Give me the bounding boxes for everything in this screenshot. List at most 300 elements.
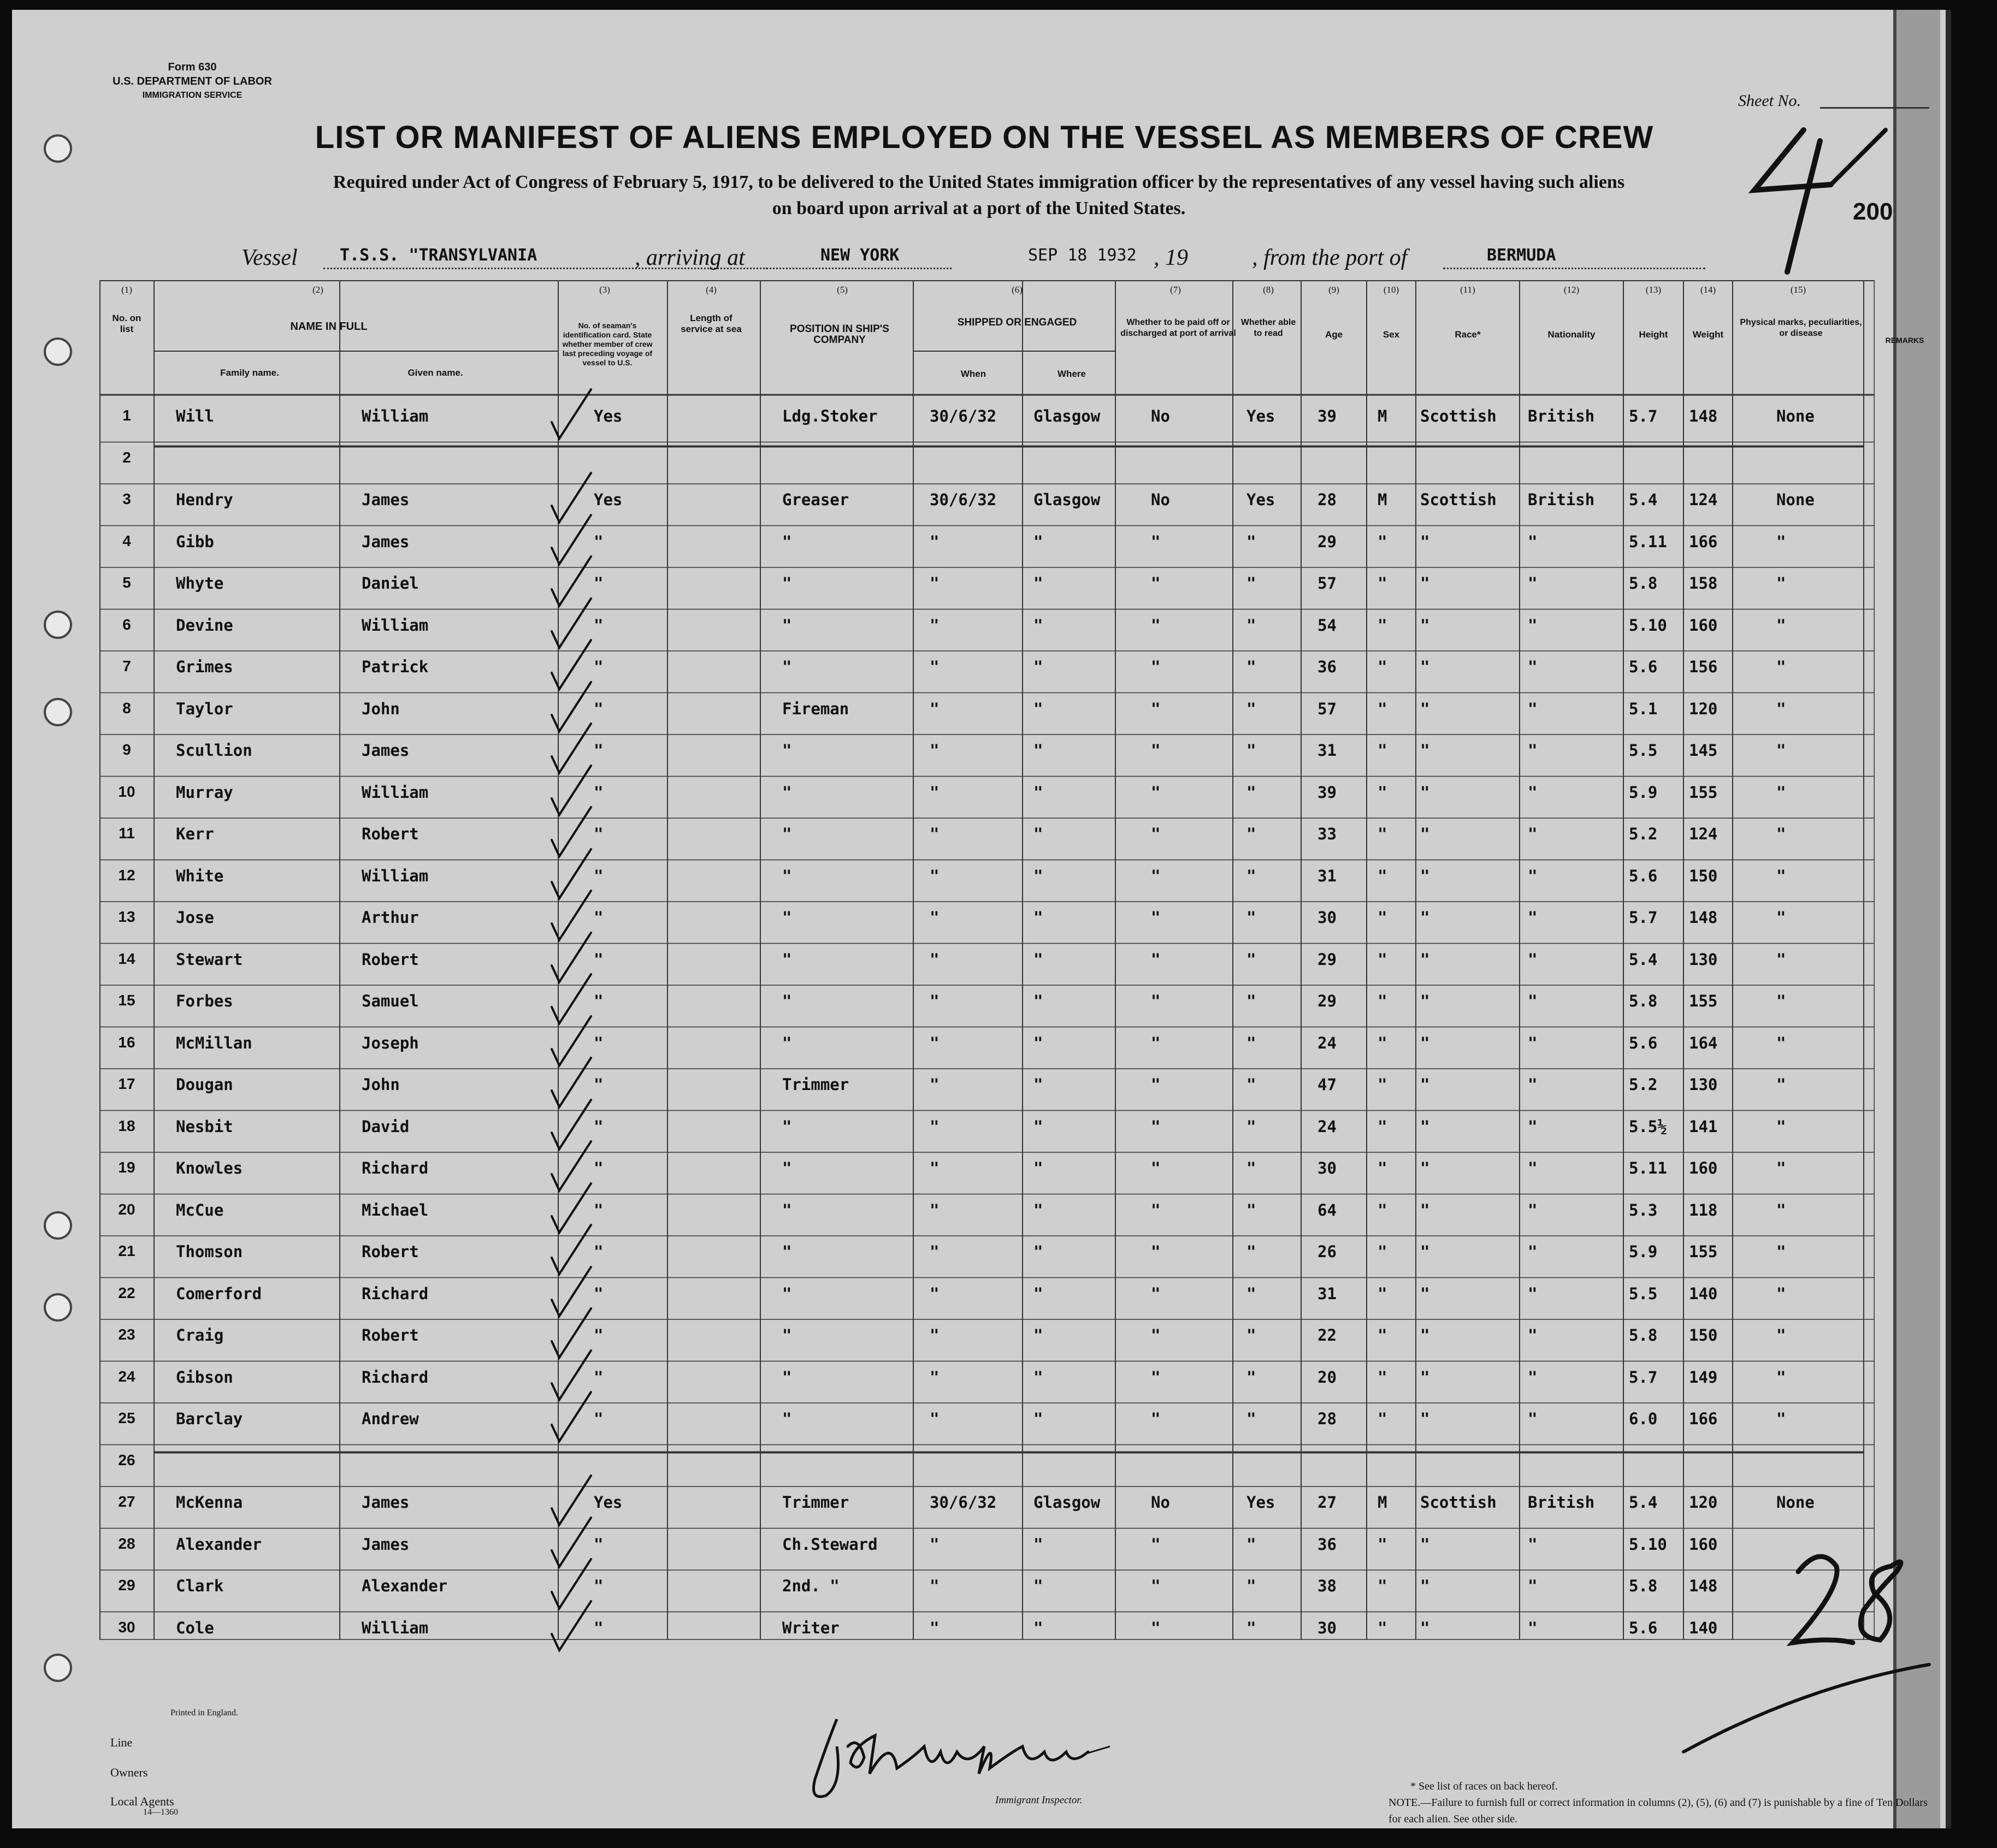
from-port-field [1443, 268, 1705, 269]
cell-weight: 148 [1689, 1577, 1718, 1595]
col-number: (11) [1460, 285, 1475, 295]
race-note: * See list of races on back hereof. [1410, 1780, 1558, 1792]
cell-card: " [594, 1326, 604, 1344]
cell-sex: " [1378, 950, 1387, 969]
cell-marks: " [1776, 615, 1786, 635]
cell-race: " [1420, 615, 1430, 635]
cell-sex: M [1378, 407, 1387, 425]
row-number: 21 [118, 1242, 135, 1259]
line-label: Line [110, 1736, 133, 1749]
cell-marks: " [1776, 532, 1786, 551]
cell-read: " [1246, 532, 1256, 551]
cell-card: " [594, 615, 604, 635]
cell-age: 39 [1317, 783, 1337, 802]
cell-height: 5.6 [1629, 658, 1658, 676]
cell-family: Nesbit [176, 1117, 233, 1136]
cell-paid: " [1151, 1367, 1161, 1387]
cell-sex: " [1378, 741, 1387, 760]
cell-given: Daniel [362, 574, 419, 593]
page-number: 200 [1853, 198, 1893, 225]
cell-card: " [594, 992, 604, 1010]
cell-race: " [1420, 950, 1430, 969]
col-header-race: Race* [1455, 329, 1481, 340]
col-header-height: Height [1639, 329, 1668, 340]
cell-family: Thomson [176, 1242, 243, 1261]
cell-position: " [782, 574, 792, 593]
cell-nat: " [1528, 783, 1538, 802]
cell-height: 5.10 [1629, 1535, 1667, 1554]
cell-paid: " [1151, 1409, 1161, 1428]
subtitle-line: Required under Act of Congress of February 5, 1917, to be delivered to the United States immigration officer by the representatives of any vessel having such aliens [333, 172, 1625, 192]
cell-race: " [1420, 1033, 1430, 1052]
col-number: (9) [1328, 285, 1339, 295]
cell-weight: 166 [1689, 532, 1718, 551]
cell-height: 5.7 [1629, 908, 1658, 927]
cell-read: " [1246, 825, 1256, 843]
cell-race: " [1420, 699, 1430, 718]
cell-nat: " [1528, 1284, 1538, 1303]
cell-when: " [930, 532, 940, 551]
cell-weight: 160 [1689, 615, 1718, 635]
cell-race: " [1420, 1242, 1430, 1261]
cell-nat: " [1528, 950, 1538, 969]
cell-marks: " [1776, 658, 1786, 676]
cell-read: " [1246, 866, 1256, 885]
cell-age: 22 [1317, 1326, 1337, 1344]
cell-marks: " [1776, 1284, 1786, 1303]
cell-weight: 124 [1689, 490, 1718, 509]
cell-family: Scullion [176, 741, 252, 760]
cell-given: Robert [362, 950, 419, 969]
cell-weight: 164 [1689, 1033, 1718, 1052]
cell-marks: None [1776, 490, 1815, 509]
cell-when: " [930, 1242, 940, 1261]
row-number: 29 [118, 1577, 135, 1594]
cell-weight: 148 [1689, 407, 1718, 425]
cell-given: James [362, 741, 410, 760]
cell-when: 30/6/32 [930, 407, 997, 425]
cell-family: Comerford [176, 1284, 262, 1303]
port-field [766, 268, 952, 269]
manifest-sheet [12, 10, 1951, 1828]
cell-weight: 130 [1689, 1075, 1718, 1094]
cell-nat: British [1528, 1493, 1595, 1512]
cell-read: " [1246, 658, 1256, 676]
cell-where: " [1033, 1033, 1043, 1052]
row-number: 27 [118, 1493, 135, 1510]
cell-height: 5.3 [1629, 1200, 1658, 1219]
cell-family: Forbes [176, 992, 233, 1010]
cell-marks: " [1776, 574, 1786, 593]
department: U.S. DEPARTMENT OF LABOR [113, 75, 272, 87]
cell-family: Hendry [176, 490, 233, 509]
col-header-no: No. on list [112, 313, 141, 334]
cell-given: Robert [362, 1242, 419, 1261]
check-mark-icon [547, 1387, 596, 1447]
cell-paid: " [1151, 1075, 1161, 1094]
cell-height: 5.9 [1629, 1242, 1658, 1261]
cell-sex: " [1378, 825, 1387, 843]
cell-card: " [594, 783, 604, 802]
cell-nat: " [1528, 992, 1538, 1010]
row-number: 11 [119, 825, 135, 842]
cell-weight: 155 [1689, 783, 1718, 802]
cell-read: " [1246, 783, 1256, 802]
cell-paid: " [1151, 908, 1161, 927]
inspector-signature [804, 1714, 1143, 1806]
row-number: 5 [122, 574, 131, 591]
cell-age: 28 [1317, 490, 1337, 509]
cell-paid: " [1151, 1159, 1161, 1177]
col-header-card: No. of seaman's identification card. State whether member of crew last preceding voyage of vessel to U.S. [562, 321, 653, 367]
cell-where: Glasgow [1033, 407, 1101, 425]
cell-given: Joseph [362, 1033, 419, 1052]
cell-sex: " [1378, 1242, 1387, 1261]
cell-age: 29 [1317, 992, 1337, 1010]
cell-age: 57 [1317, 574, 1337, 593]
cell-paid: " [1151, 992, 1161, 1010]
cell-sex: " [1378, 1075, 1387, 1094]
cell-read: " [1246, 1535, 1256, 1554]
row-number: 14 [118, 950, 135, 967]
cell-position: " [782, 1117, 792, 1136]
cell-weight: 155 [1689, 992, 1718, 1010]
row-number: 28 [118, 1535, 135, 1552]
cell-height: 5.9 [1629, 783, 1658, 802]
cell-race: " [1420, 1117, 1430, 1136]
cell-sex: " [1378, 1033, 1387, 1052]
cell-weight: 158 [1689, 574, 1718, 593]
cell-sex: " [1378, 866, 1387, 885]
col-header-nationality: Nationality [1547, 329, 1596, 340]
check-mark-icon [547, 384, 596, 444]
cell-when: " [930, 1367, 940, 1387]
cell-position: " [782, 950, 792, 969]
cell-position: " [782, 783, 792, 802]
cell-paid: " [1151, 1242, 1161, 1261]
cell-weight: 160 [1689, 1535, 1718, 1554]
cell-where: Glasgow [1033, 490, 1101, 509]
cell-weight: 160 [1689, 1159, 1718, 1177]
cell-nat: " [1528, 866, 1538, 885]
cell-nat: British [1528, 490, 1595, 509]
cell-age: 64 [1317, 1200, 1337, 1219]
cell-marks: " [1776, 950, 1786, 969]
cell-family: Taylor [176, 699, 233, 718]
cell-age: 24 [1317, 1117, 1337, 1136]
cell-family: Cole [176, 1618, 214, 1637]
vessel-name: T.S.S. "TRANSYLVANIA [340, 246, 537, 265]
cell-card: " [594, 1159, 604, 1177]
cell-height: 5.4 [1629, 490, 1658, 509]
cell-age: 57 [1317, 699, 1337, 718]
cell-position: 2nd. " [782, 1577, 840, 1595]
cell-paid: " [1151, 1326, 1161, 1344]
cell-marks: " [1776, 783, 1786, 802]
cell-family: Jose [176, 908, 214, 927]
cell-where: " [1033, 1577, 1043, 1595]
cell-height: 5.5 [1629, 741, 1658, 760]
cell-nat: " [1528, 1117, 1538, 1136]
cell-weight: 145 [1689, 741, 1718, 760]
cell-nat: " [1528, 699, 1538, 718]
col-number: (2) [312, 285, 323, 295]
cell-where: " [1033, 992, 1043, 1010]
cell-height: 5.8 [1629, 574, 1658, 593]
col-number: (14) [1700, 285, 1716, 295]
cell-read: " [1246, 1326, 1256, 1344]
cell-nat: " [1528, 532, 1538, 551]
cell-race: " [1420, 992, 1430, 1010]
cell-card: " [594, 1535, 604, 1554]
cell-read: " [1246, 1284, 1256, 1303]
cell-where: " [1033, 908, 1043, 927]
cell-position: " [782, 1200, 792, 1219]
cell-paid: " [1151, 532, 1161, 551]
col-header-paid: Whether to be paid off or discharged at port of arrival [1120, 318, 1236, 338]
cell-family: Stewart [176, 950, 243, 969]
cell-family: Dougan [176, 1075, 233, 1094]
cell-paid: " [1151, 1577, 1161, 1595]
cell-sex: " [1378, 1577, 1387, 1595]
cell-family: White [176, 866, 224, 885]
col-number: (6) [1012, 285, 1023, 295]
cell-card: " [594, 532, 604, 551]
binder-hole [44, 611, 72, 639]
cell-when: " [930, 825, 940, 843]
cell-sex: " [1378, 1535, 1387, 1554]
cell-nat: " [1528, 1075, 1538, 1094]
cell-where: " [1033, 1326, 1043, 1344]
handwritten-total [1782, 1533, 1924, 1659]
cell-position: " [782, 908, 792, 927]
cell-when: " [930, 1409, 940, 1428]
cell-nat: " [1528, 1033, 1538, 1052]
col-header-age: Age [1325, 329, 1343, 340]
cell-read: " [1246, 1242, 1256, 1261]
cell-marks: " [1776, 1409, 1786, 1428]
col-header-name: NAME IN FULL [290, 321, 368, 333]
cell-height: 5.7 [1629, 407, 1658, 425]
cell-age: 39 [1317, 407, 1337, 425]
row-number: 15 [118, 992, 135, 1009]
cell-age: 36 [1317, 658, 1337, 676]
cell-height: 5.6 [1629, 1033, 1658, 1052]
cell-when: " [930, 1284, 940, 1303]
cell-given: Samuel [362, 992, 419, 1010]
col-header-shipped: SHIPPED OR ENGAGED [957, 317, 1077, 328]
cell-race: Scottish [1420, 407, 1497, 425]
cell-height: 5.11 [1629, 1159, 1667, 1177]
col-header-when: When [960, 369, 986, 379]
cell-race: " [1420, 908, 1430, 927]
cell-sex: " [1378, 532, 1387, 551]
cell-read: " [1246, 1117, 1256, 1136]
cell-sex: " [1378, 574, 1387, 593]
cell-marks: " [1776, 1367, 1786, 1387]
cell-age: 31 [1317, 1284, 1337, 1303]
cell-height: 5.2 [1629, 825, 1658, 843]
cell-weight: 130 [1689, 950, 1718, 969]
row-number: 10 [118, 783, 135, 800]
cell-position: " [782, 1159, 792, 1177]
cell-race: " [1420, 866, 1430, 885]
cell-marks: " [1776, 992, 1786, 1010]
cell-race: " [1420, 741, 1430, 760]
cell-when: " [930, 1075, 940, 1094]
cell-when: " [930, 615, 940, 635]
cell-family: Clark [176, 1577, 224, 1595]
cell-weight: 155 [1689, 1242, 1718, 1261]
penalty-note: NOTE.—Failure to furnish full or correct information in columns (2), (5), (6) and (7) is punishable by a fine of Ten Dollars for each alien. See other side. [1389, 1797, 1928, 1825]
cell-age: 29 [1317, 532, 1337, 551]
cell-card: " [594, 1075, 604, 1094]
cell-when: " [930, 1326, 940, 1344]
cell-given: William [362, 1618, 429, 1637]
cell-nat: " [1528, 741, 1538, 760]
cell-weight: 166 [1689, 1409, 1718, 1428]
cell-when: 30/6/32 [930, 1493, 997, 1512]
cell-paid: " [1151, 741, 1161, 760]
cell-age: 38 [1317, 1577, 1337, 1595]
cell-where: " [1033, 1117, 1043, 1136]
cell-paid: " [1151, 866, 1161, 885]
cell-age: 27 [1317, 1493, 1337, 1512]
cell-sex: " [1378, 1618, 1387, 1637]
cell-when: " [930, 574, 940, 593]
col-header-position: POSITION IN SHIP'S COMPANY [790, 323, 889, 346]
cell-family: Grimes [176, 658, 233, 676]
cell-card: Yes [594, 407, 623, 425]
row-number: 6 [122, 615, 131, 633]
cell-read: " [1246, 1367, 1256, 1387]
sheet-number-label: Sheet No. [1738, 92, 1801, 110]
col-number: (5) [837, 285, 848, 295]
cell-paid: " [1151, 950, 1161, 969]
cell-nat: " [1528, 1618, 1538, 1637]
cell-race: " [1420, 1326, 1430, 1344]
cell-given: William [362, 783, 429, 802]
cell-read: " [1246, 1618, 1256, 1637]
cell-height: 5.5 [1629, 1284, 1658, 1303]
cell-nat: " [1528, 1577, 1538, 1595]
cell-position: " [782, 992, 792, 1010]
row-number: 24 [118, 1367, 135, 1385]
cell-age: 30 [1317, 1618, 1337, 1637]
vessel-label: Vessel [241, 245, 298, 270]
cell-height: 5.4 [1629, 1493, 1658, 1512]
cell-position: Greaser [782, 490, 849, 509]
row-number: 1 [122, 407, 131, 424]
owners-label: Owners [110, 1766, 148, 1779]
cell-read: Yes [1246, 1493, 1275, 1512]
cell-weight: 120 [1689, 1493, 1718, 1512]
cell-family: Knowles [176, 1159, 243, 1177]
cell-race: " [1420, 1284, 1430, 1303]
cell-given: Richard [362, 1159, 429, 1177]
cell-family: McMillan [176, 1033, 252, 1052]
cell-race: " [1420, 532, 1430, 551]
cell-marks: " [1776, 825, 1786, 843]
cell-height: 5.1 [1629, 699, 1658, 718]
cell-position: Trimmer [782, 1075, 849, 1094]
cell-family: Craig [176, 1326, 224, 1344]
row-number: 23 [118, 1326, 135, 1343]
cell-where: " [1033, 1159, 1043, 1177]
cell-read: " [1246, 1033, 1256, 1052]
cell-paid: No [1151, 490, 1170, 509]
arriving-label: , arriving at [635, 245, 745, 270]
check-mark-icon [547, 1596, 596, 1656]
cell-nat: " [1528, 1367, 1538, 1387]
cell-where: " [1033, 1075, 1043, 1094]
cell-weight: 156 [1689, 658, 1718, 676]
cell-family: Whyte [176, 574, 224, 593]
cell-nat: " [1528, 1242, 1538, 1261]
cell-paid: " [1151, 783, 1161, 802]
cell-when: " [930, 1577, 940, 1595]
cell-family: Barclay [176, 1409, 243, 1428]
subtitle-line: on board upon arrival at a port of the United States. [772, 198, 1186, 218]
row-number: 25 [118, 1409, 135, 1426]
cell-height: 5.8 [1629, 1326, 1658, 1344]
cell-paid: " [1151, 1618, 1161, 1637]
cell-age: 36 [1317, 1535, 1337, 1554]
cell-read: " [1246, 1075, 1256, 1094]
pen-stroke [1673, 1654, 1935, 1763]
cell-given: James [362, 1535, 410, 1554]
cell-sex: " [1378, 783, 1387, 802]
cell-position: Ldg.Stoker [782, 407, 878, 425]
cell-position: " [782, 741, 792, 760]
col-number: (3) [599, 285, 610, 295]
cell-family: Will [176, 407, 214, 425]
col-number: (8) [1263, 285, 1274, 295]
cell-paid: " [1151, 1117, 1161, 1136]
cell-given: John [362, 699, 400, 718]
cell-when: " [930, 908, 940, 927]
cell-marks: None [1776, 1493, 1815, 1512]
cell-family: Devine [176, 615, 233, 635]
cell-read: " [1246, 992, 1256, 1010]
col-number: (12) [1563, 285, 1580, 295]
row-number: 22 [118, 1284, 135, 1301]
cell-race: " [1420, 658, 1430, 676]
cell-position: " [782, 1033, 792, 1052]
cell-given: James [362, 490, 410, 509]
cell-marks: " [1776, 908, 1786, 927]
row-number: 12 [118, 866, 135, 884]
arrival-port: NEW YORK [820, 246, 900, 265]
cell-race: Scottish [1420, 1493, 1497, 1512]
cell-marks: " [1776, 699, 1786, 718]
cell-height: 5.6 [1629, 1618, 1658, 1637]
form-code: 14—1360 [143, 1808, 178, 1817]
cell-when: " [930, 1200, 940, 1219]
cell-weight: 124 [1689, 825, 1718, 843]
cell-read: " [1246, 1159, 1256, 1177]
cell-card: " [594, 1577, 604, 1595]
cell-sex: " [1378, 1284, 1387, 1303]
cell-age: 30 [1317, 1159, 1337, 1177]
page-title: LIST OR MANIFEST OF ALIENS EMPLOYED ON THE VESSEL AS MEMBERS OF CREW [315, 120, 1654, 155]
cell-height: 5.8 [1629, 1577, 1658, 1595]
cell-where: " [1033, 866, 1043, 885]
col-number: (4) [706, 285, 717, 295]
cell-height: 5.7 [1629, 1367, 1658, 1387]
cell-nat: British [1528, 407, 1595, 425]
cell-when: " [930, 950, 940, 969]
